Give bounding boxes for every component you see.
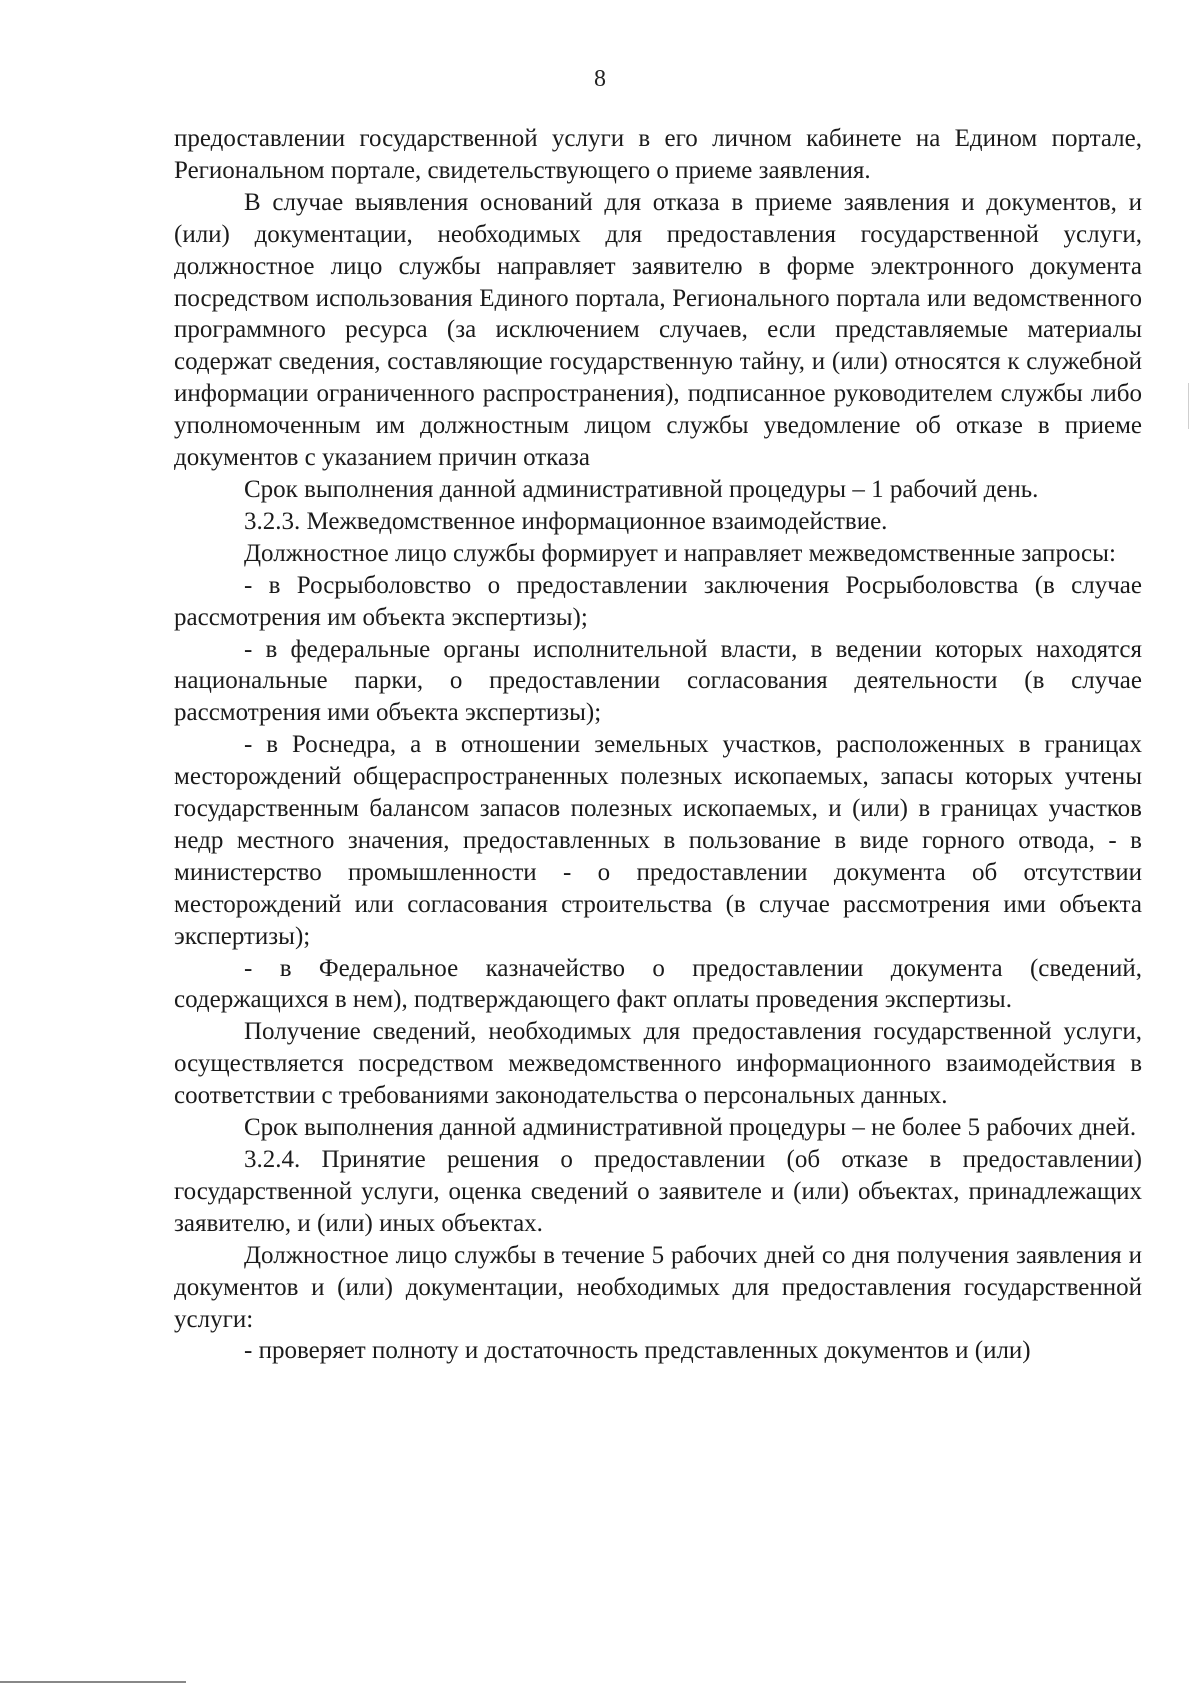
paragraph-deadline-5-days: Срок выполнения данной административной процедуры – не более 5 рабочих дней.: [244, 1114, 1137, 1142]
list-item-federal-bodies: - в федеральные органы исполнительной власти, в ведении которых находятся национальные парки, о предоставлении согласования деятельности (в случае рассмотрения ими объекта экспертизы);: [174, 635, 1142, 727]
scan-edge-line: [0, 1681, 186, 1683]
page-number: 8: [594, 66, 606, 92]
paragraph-refusal-notice: В случае выявления оснований для отказа в приеме заявления и документов, и (или) документации, необходимых для предоставления государственной услуги, должностное лицо службы направляет заявителю в форме электронного документа посредством использования Единого портала, Регионального портала или ведомственного программного ресурса (за исключением случаев, если представляемые материалы содержат сведения, составляющие государственную тайну, и (или) относятся к служебной информации ограниченного распространения), подписанное руководителем службы либо уполномоченным им должностным лицом службы уведомление об отказе в приеме документов с указанием причин отказа: [174, 188, 1142, 472]
document-body: [174, 123, 1142, 1367]
list-item-treasury: - в Федеральное казначейство о предоставлении документа (сведений, содержащихся в нем), подтверждающего факт оплаты проведения экспертизы.: [174, 954, 1142, 1014]
paragraph-deadline-1-day: Срок выполнения данной административной процедуры – 1 рабочий день.: [244, 475, 1039, 503]
list-item-check-completeness: - проверяет полноту и достаточность представленных документов и (или): [244, 1337, 1031, 1365]
list-item-rosrybolovstvo: - в Росрыболовство о предоставлении заключения Росрыболовства (в случае рассмотрения им объекта экспертизы);: [174, 571, 1142, 631]
section-heading-3-2-3: 3.2.3. Межведомственное информационное взаимодействие.: [244, 507, 888, 535]
paragraph-official-review: Должностное лицо службы в течение 5 рабочих дней со дня получения заявления и документов и (или) документации, необходимых для предоставления государственной услуги:: [174, 1241, 1142, 1333]
paragraph-continuation: предоставлении государственной услуги в его личном кабинете на Едином портале, Региональном портале, свидетельствующего о приеме заявления.: [174, 125, 1142, 184]
paragraph-personal-data: Получение сведений, необходимых для предоставления государственной услуги, осуществляется посредством межведомственного информационного взаимодействия в соответствии с требованиями законодательства о персональных данных.: [174, 1018, 1142, 1110]
scan-artifact-mark: [1188, 383, 1189, 429]
paragraph-interagency-requests: Должностное лицо службы формирует и направляет межведомственные запросы:: [244, 539, 1116, 567]
section-heading-3-2-4: 3.2.4. Принятие решения о предоставлении (об отказе в предоставлении) государственной услуги, оценка сведений о заявителе и (или) объектах, принадлежащих заявителю, и (или) иных объектах.: [174, 1146, 1142, 1237]
list-item-rosnedra: - в Роснедра, а в отношении земельных участков, расположенных в границах месторождений общераспространенных полезных ископаемых, запасы которых учтены государственным балансом запасов полезных ископаемых, и (или) в границах участков недр местного значения, предоставленных в пользование в виде горного отвода, - в министерство промышленности - о предоставлении документа об отсутствии месторождений или согласования строительства (в случае рассмотрения ими объекта экспертизы);: [174, 731, 1142, 950]
